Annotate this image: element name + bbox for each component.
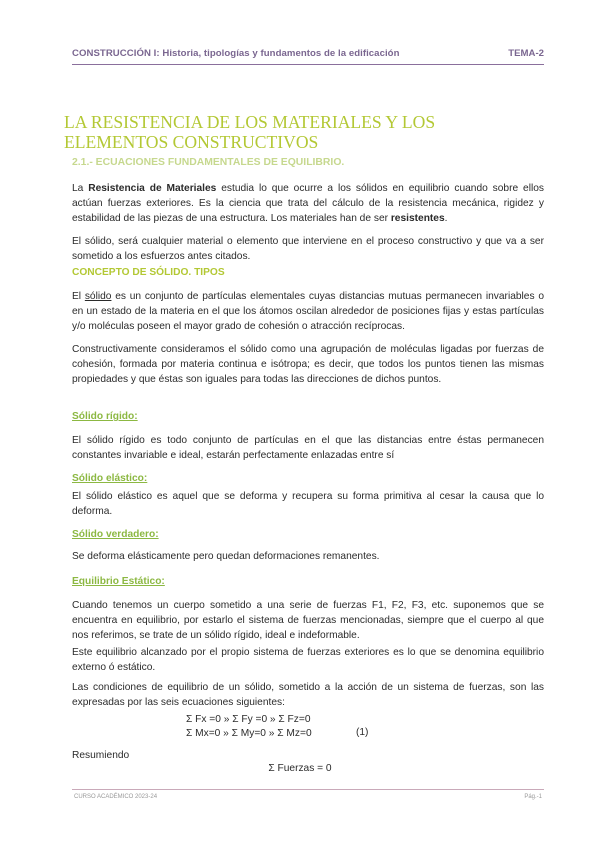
underlined-term-solido: sólido xyxy=(84,291,112,302)
real-solid-text: Se deforma elásticamente pero quedan deformaciones remanentes. xyxy=(72,551,380,562)
summary-equation: Σ Fuerzas = 0 xyxy=(268,763,332,774)
equation-forces: Σ Fx =0 » Σ Fy =0 » Σ Fz=0 xyxy=(186,714,311,725)
page-header xyxy=(72,46,544,65)
static-equilibrium-heading: Equilibrio Estático: xyxy=(72,576,165,587)
page-title: LA RESISTENCIA DE LOS MATERIALES Y LOS ELEMENTOS CONSTRUCTIVOS xyxy=(64,112,436,152)
elastic-solid-text: El sólido elástico es aquel que se deforma y recupera su forma primitiva al cesar la causa que lo deforma. xyxy=(72,491,544,518)
static-paragraph-2: Este equilibrio alcanzado por el propio sistema de fuerzas exteriores es lo que se denomina equilibrio externo ó estático. xyxy=(72,647,544,674)
real-solid-heading: Sólido verdadero: xyxy=(72,529,159,540)
intro-paragraph-1: La Resistencia de Materiales estudia lo que ocurre a los sólidos en equilibrio cuando sobre ellos actúan fuerzas exteriores. Es la ciencia que trata del cálculo de la resistencia mecánica, rigidez y estabilidad de las piezas de una estructura. Los materiales han de ser resistentes. xyxy=(72,183,544,225)
section-heading: 2.1.- ECUACIONES FUNDAMENTALES DE EQUILIBRIO. xyxy=(72,157,345,168)
bold-term-resistencia: Resistencia de Materiales xyxy=(88,183,217,194)
concept-paragraph-2: Constructivamente consideramos el sólido como una agrupación de moléculas ligadas por fuerzas de cohesión, formada por materia continua e isótropa; es decir, que todos los puntos tienen las mismas propiedades y que éstas son iguales para todas las direcciones de dichos puntos. xyxy=(72,344,544,386)
footer-academic-year: CURSO ACADÉMICO 2023-24 xyxy=(74,794,158,800)
bold-term-resistentes: resistentes xyxy=(390,213,445,225)
concept-paragraph-1: El sólido es un conjunto de partículas elementales cuyas distancias mutuas permanecen invariables o en un estado de la materia en el que los átomos oscilan alrededor de posiciones fijas y estas partículas y/o moléculas poseen el mayor grado de cohesión o atracción recíprocas. xyxy=(72,291,544,333)
concept-heading: CONCEPTO DE SÓLIDO. TIPOS xyxy=(72,267,225,278)
header-topic-number: TEMA-2 xyxy=(508,48,544,59)
equation-moments: Σ Mx=0 » Σ My=0 » Σ Mz=0 xyxy=(186,728,312,739)
page-footer xyxy=(72,789,544,803)
header-course-title: CONSTRUCCIÓN I: Historia, tipologías y fundamentos de la edificación xyxy=(72,48,400,59)
static-paragraph-1: Cuando tenemos un cuerpo sometido a una serie de fuerzas F1, F2, F3, etc. suponemos que se encuentra en equilibrio, por estarlo el sistema de fuerzas mencionadas, siempre que el cuerpo al que nos referimos, se trate de un sólido rígido, ideal e indeformable. xyxy=(72,600,544,642)
static-paragraph-3: Las condiciones de equilibrio de un sólido, sometido a la acción de un sistema de fuerzas, son las expresadas por las seis ecuaciones siguientes: xyxy=(72,682,544,709)
footer-page-number: Pág.-1 xyxy=(524,794,542,800)
rigid-solid-text: El sólido rígido es todo conjunto de partículas en el que las distancias entre éstas permanecen constantes invariable e ideal, estarán perfectamente enlazadas entre sí xyxy=(72,435,544,462)
equation-number: (1) xyxy=(356,727,369,738)
summary-label: Resumiendo xyxy=(72,750,130,761)
intro-paragraph-2: El sólido, será cualquier material o elemento que interviene en el proceso constructivo y que va a ser sometido a los esfuerzos antes citados. xyxy=(72,236,544,263)
elastic-solid-heading: Sólido elástico: xyxy=(72,473,148,484)
rigid-solid-heading: Sólido rígido: xyxy=(72,411,138,422)
